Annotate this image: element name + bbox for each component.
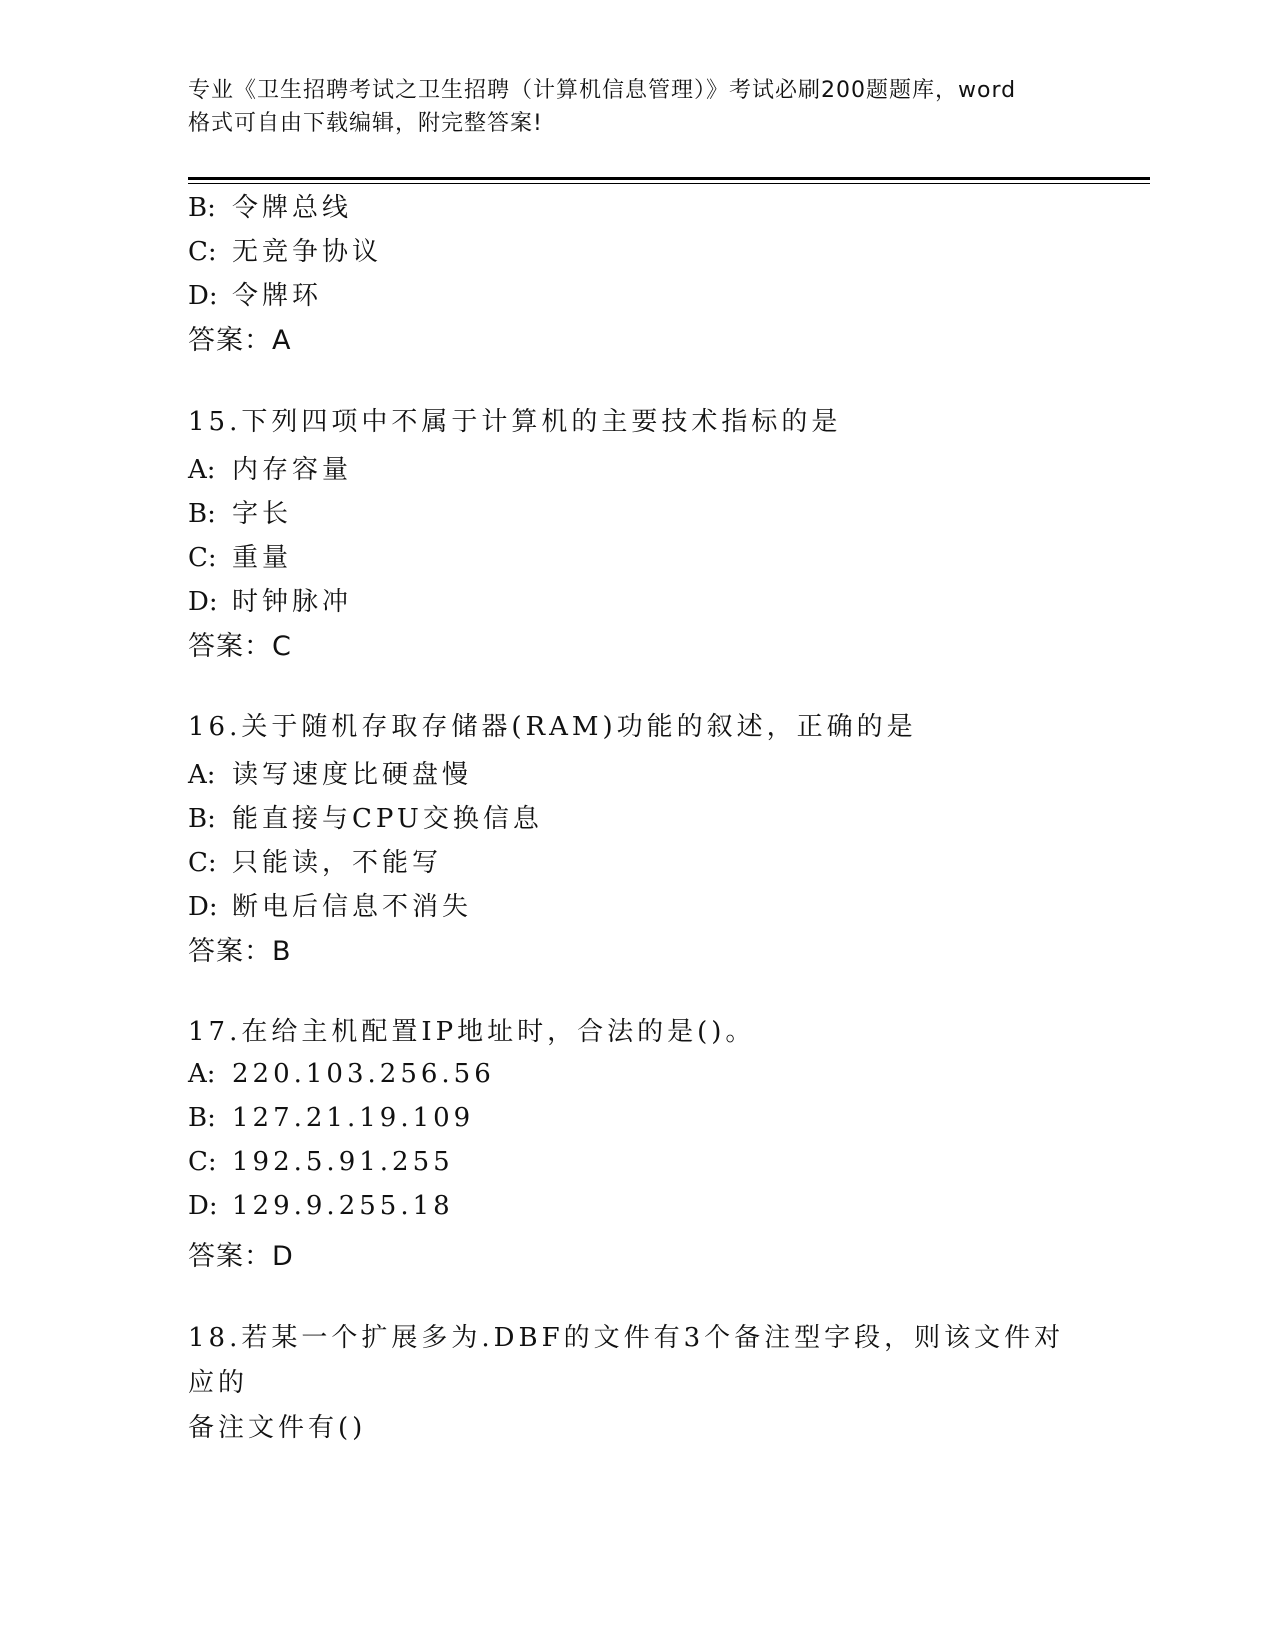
option-text: 内存容量 [232, 455, 353, 485]
header-rule-thick [188, 177, 1150, 180]
q18-title-line-2: 备注文件有() [188, 1413, 367, 1443]
option-prefix: D: [188, 892, 218, 922]
option-text: 字长 [232, 499, 293, 529]
q15-option-b [188, 493, 292, 530]
q17-option-c [188, 1147, 454, 1177]
q15-answer: 答案：C [188, 631, 292, 662]
option-text: 220.103.256.56 [232, 1059, 495, 1089]
option-prefix: B: [188, 499, 216, 529]
option-prefix: C: [188, 237, 217, 267]
option-prefix: C: [188, 848, 217, 878]
option-text: 无竞争协议 [232, 237, 383, 267]
option-text: 127.21.19.109 [232, 1103, 475, 1133]
q16-title: 16.关于随机存取存储器(RAM)功能的叙述，正确的是 [188, 712, 917, 742]
header-line-1: 专业《卫生招聘考试之卫生招聘（计算机信息管理）》考试必刷200题题库，word [188, 78, 1017, 103]
q15-option-d [188, 581, 352, 618]
q16-option-d [188, 886, 472, 923]
q17-title: 17.在给主机配置IP地址时，合法的是()。 [188, 1017, 756, 1047]
document-header [188, 74, 1088, 140]
option-text: 时钟脉冲 [232, 587, 353, 617]
q17-option-a [188, 1059, 495, 1089]
option-text: 能直接与CPU交换信息 [232, 804, 543, 834]
option-prefix: A: [188, 1059, 216, 1089]
q16-answer: 答案：B [188, 936, 292, 967]
q15-option-c [188, 537, 292, 574]
q16-option-c [188, 842, 442, 879]
q18-title-line-1: 18.若某一个扩展多为.DBF的文件有3个备注型字段，则该文件对应的 [188, 1323, 1065, 1398]
option-prefix: B: [188, 804, 216, 834]
q17-answer: 答案：D [188, 1241, 294, 1272]
option-text: 令牌总线 [232, 193, 353, 223]
option-text: 读写速度比硬盘慢 [232, 760, 473, 790]
option-prefix: D: [188, 1191, 218, 1221]
option-text: 129.9.255.18 [232, 1191, 454, 1221]
option-text: 只能读，不能写 [232, 848, 443, 878]
option-prefix: A: [188, 760, 216, 790]
q14-option-b [188, 187, 352, 224]
option-prefix: B: [188, 193, 216, 223]
option-text: 重量 [232, 543, 293, 573]
q16-option-b [188, 798, 543, 835]
header-line-2: 格式可自由下载编辑，附完整答案! [188, 111, 543, 136]
q14-answer: 答案：A [188, 325, 292, 356]
option-prefix: A: [188, 455, 216, 485]
q15-option-a [188, 449, 352, 486]
q18-title [188, 1316, 1088, 1451]
q14-option-d [188, 275, 322, 312]
option-prefix: C: [188, 543, 217, 573]
option-text: 断电后信息不消失 [232, 892, 473, 922]
q17-option-d [188, 1191, 454, 1221]
q15-title: 15.下列四项中不属于计算机的主要技术指标的是 [188, 407, 842, 437]
option-text: 令牌环 [232, 281, 323, 311]
option-prefix: D: [188, 587, 218, 617]
header-rule-thin [188, 183, 1150, 184]
option-text: 192.5.91.255 [232, 1147, 454, 1177]
q16-option-a [188, 754, 472, 791]
q14-option-c [188, 231, 382, 268]
option-prefix: C: [188, 1147, 217, 1177]
option-prefix: D: [188, 281, 218, 311]
option-prefix: B: [188, 1103, 216, 1133]
q17-option-b [188, 1103, 474, 1133]
